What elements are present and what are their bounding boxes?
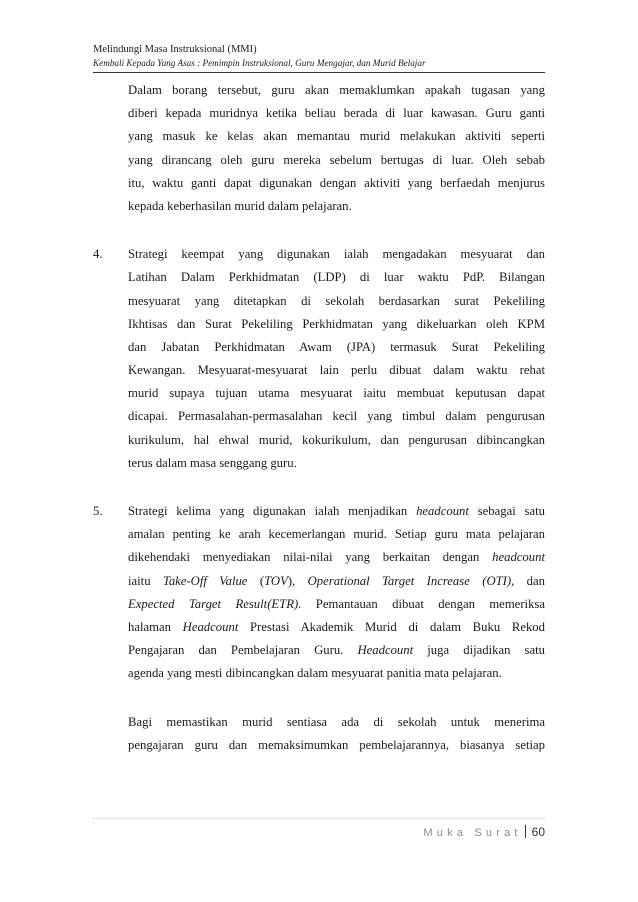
page-footer <box>423 825 545 839</box>
emphasis-text: Expected Target Result(ETR). <box>128 596 302 611</box>
list-item-number: 5. <box>93 504 103 518</box>
text-line: diberi kepada muridnya ketika beliau berada di luar kawasan. Guru ganti <box>128 106 545 121</box>
text-run: Pemantauan dibuat dengan memeriksa <box>301 596 545 611</box>
final-paragraph <box>93 711 545 757</box>
text-line: mesyuarat yang ditetapkan di sekolah berdasarkan surat Pekeliling <box>128 293 545 308</box>
footer-divider <box>525 825 526 838</box>
text-line <box>128 616 545 639</box>
document-body <box>93 72 545 757</box>
text-line: Bagi memastikan murid sentiasa ada di sekolah untuk menerima <box>128 714 545 729</box>
emphasis-text: Operational Target Increase (OTI) <box>307 573 512 588</box>
page-number: 60 <box>531 825 545 839</box>
emphasis-text: Headcount <box>357 643 414 658</box>
text-line: Strategi keempat yang digunakan ialah mengadakan mesyuarat dan <box>128 247 545 262</box>
text-run: sebagai satu <box>468 504 545 518</box>
text-run: iaitu <box>128 573 163 588</box>
text-line: pengajaran guru dan memaksimumkan pembelajarannya, biasanya setiap <box>128 737 545 752</box>
list-item-5 <box>93 500 545 686</box>
text-run: ( <box>247 573 265 588</box>
text-line: kurikulum, hal ehwal murid, kokurikulum, dan pengurusan dibincangkan <box>128 432 545 447</box>
text-line: Latihan Dalam Perkhidmatan (LDP) di luar waktu PdP. Bilangan <box>128 270 545 285</box>
text-line <box>128 639 545 662</box>
running-header-title: Melindungi Masa Instruksional (MMI) <box>93 44 257 55</box>
text-run: Prestasi Akademik Murid di dalam Buku Rekod <box>238 619 545 634</box>
text-run: halaman <box>128 619 183 634</box>
footer-rule <box>93 818 545 819</box>
text-line: Dalam borang tersebut, guru akan memaklumkan apakah tugasan yang <box>128 83 545 97</box>
text-line <box>128 593 545 616</box>
text-line: yang dirancang oleh guru mereka sebelum bertugas di luar. Oleh sebab <box>128 152 545 167</box>
text-line: agenda yang mesti dibincangkan dalam mesyuarat panitia mata pelajaran. <box>128 666 502 681</box>
text-run: Pengajaran dan Pembelajaran Guru. <box>128 643 358 658</box>
text-line: amalan penting ke arah kecemerlangan murid. Setiap guru mata pelajaran <box>128 527 545 542</box>
text-run: Strategi kelima yang digunakan ialah menjadikan <box>128 504 417 518</box>
emphasis-text: Take-Off Value <box>162 573 248 588</box>
emphasis-text: Headcount <box>182 619 239 634</box>
text-line: Kewangan. Mesyuarat-mesyuarat lain perlu dibuat dalam waktu rehat <box>128 363 545 378</box>
text-line: Ikhtisas dan Surat Pekeliling Perkhidmatan yang dikeluarkan oleh KPM <box>128 316 545 331</box>
text-line: yang masuk ke kelas akan memantau murid melakukan aktiviti seperti <box>128 129 545 144</box>
text-run: juga dijadikan satu <box>413 643 545 658</box>
emphasis-text: headcount <box>416 504 469 518</box>
text-line: itu, waktu ganti dapat digunakan dengan aktiviti yang berfaedah menjurus <box>128 175 545 190</box>
emphasis-text: TOV <box>264 573 288 588</box>
text-line: dicapai. Permasalahan-permasalahan kecil yang timbul dalam pengurusan <box>128 409 545 424</box>
emphasis-text: headcount <box>492 550 545 565</box>
text-run: ), <box>287 573 308 588</box>
text-line: murid supaya tujuan utama mesyuarat iaitu membuat keputusan dapat <box>128 386 545 401</box>
list-item-number: 4. <box>93 247 103 262</box>
text-run: dikehendaki menyediakan nilai-nilai yang berkaitan dengan <box>128 550 493 565</box>
continued-paragraph <box>93 79 545 218</box>
list-item-4 <box>93 243 545 475</box>
text-run: , dan <box>511 573 545 588</box>
running-header-subtitle: Kembali Kepada Yang Asas : Pemimpin Instruksional, Guru Mengajar, dan Murid Belajar <box>93 58 426 68</box>
text-line <box>128 546 545 569</box>
text-line: dan Jabatan Perkhidmatan Awam (JPA) termasuk Surat Pekeliling <box>128 339 545 354</box>
text-line: terus dalam masa senggang guru. <box>128 455 297 470</box>
footer-label: Muka Surat <box>423 827 522 839</box>
text-line <box>128 500 545 523</box>
text-line <box>128 570 545 593</box>
text-line: kepada keberhasilan murid dalam pelajaran. <box>128 198 352 213</box>
